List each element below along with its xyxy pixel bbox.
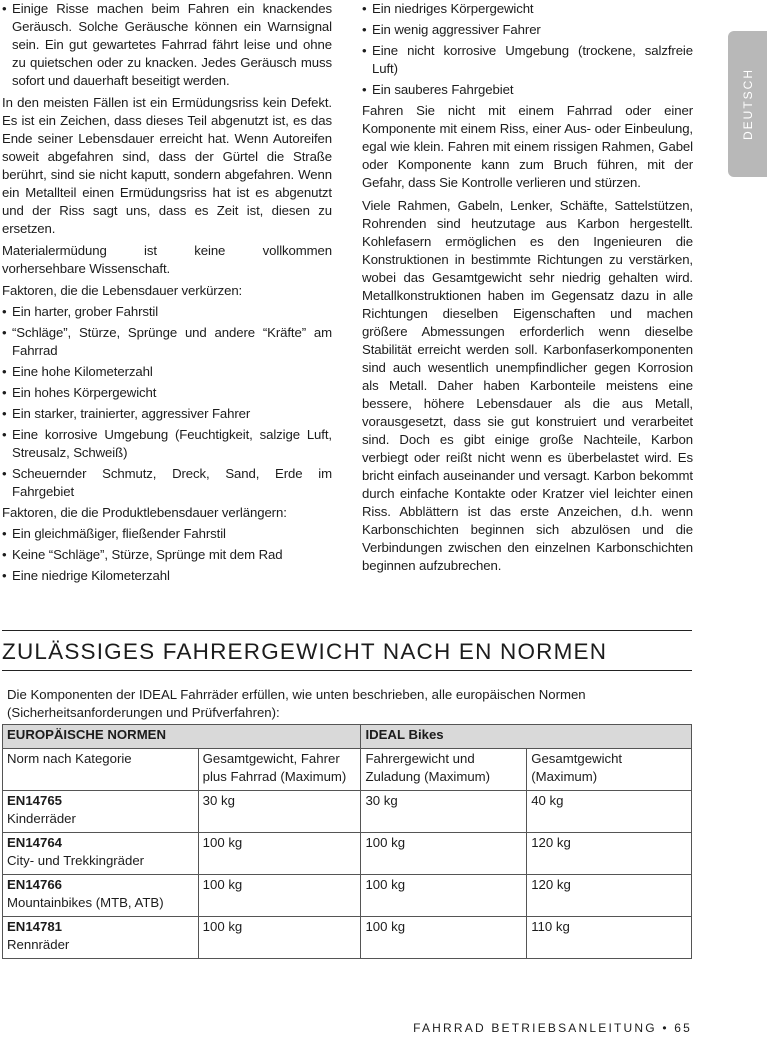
norm-category: Kinderräder <box>7 811 76 826</box>
divider <box>2 670 692 671</box>
table-cell: 100 kg <box>361 875 527 917</box>
section-intro-line-2: (Sicherheitsanforderungen und Prüfverfahren): <box>7 705 280 720</box>
paragraph-material-line-2: vorhersehbare Wissenschaft. <box>2 261 171 276</box>
left-column <box>2 0 332 588</box>
right-column <box>362 0 693 578</box>
list-item: • Eine hohe Kilometerzahl <box>2 363 332 381</box>
list-item: • Eine niedrige Kilometerzahl <box>2 567 332 585</box>
table-row <box>3 875 692 917</box>
paragraph-carbon: Viele Rahmen, Gabeln, Lenker, Schäfte, Sattelstützen, Rohrenden sind heutzutage aus Karbon hergestellt. Kohlefasern ermöglichen es den Ingenieuren die Konstruktionen in bestimmte Richtungen zu verstärken, wobei das Gesamtgewicht sehr niedrig gehalten wird. Metallkonstruktionen haben im Gegensatz dazu in alle Richtungen dieselben Eigenschaften und machen größere Abmessungen erforderlich wenn dieselbe Stabilität erreicht werden soll. Karbonfaserkomponenten sind auch wesentlich unempfindlicher gegen Korrosion als Metall. Daher haben Karbonteile meistens eine bessere, höhere Lebensdauer als die aus Metall, vorausgesetzt, dass sie gut konstruiert und verarbeitet sind. Doch es gibt einige große Nachteile, Karbon verbiegt oder reißt nicht wenn es überbelastet wird. Es bricht einfach auseinander und versagt. Karbon bekommt durch einfache Kontakte oder Kratzer viel leichter einen Riss. Abblättern ist das erste Anzeichen, d.h. wenn Karbonschichten beginnen sich abzulösen und die Verbindungen zwischen den einzelnen Karbonschichten beginnen aufzubrechen. <box>362 198 693 573</box>
norm-category: Mountainbikes (MTB, ATB) <box>7 895 164 910</box>
language-tab <box>728 31 767 177</box>
table-cell: 100 kg <box>361 833 527 875</box>
table-row <box>3 833 692 875</box>
table-row <box>3 917 692 959</box>
column-header: Gesamtgewicht (Maximum) <box>527 749 692 791</box>
norm-cell <box>3 833 199 875</box>
weight-section-header <box>2 630 692 671</box>
list-item: • Ein gleichmäßiger, fließender Fahrstil <box>2 525 332 543</box>
norm-cell <box>3 875 199 917</box>
section-title: ZULÄSSIGES FAHRERGEWICHT NACH EN NORMEN <box>2 639 608 664</box>
table-cell: 100 kg <box>198 917 361 959</box>
table-cell: 30 kg <box>198 791 361 833</box>
norm-cell <box>3 791 199 833</box>
weight-limits-table <box>2 724 692 959</box>
page-footer: FAHRRAD BETRIEBSANLEITUNG • 65 <box>413 1021 692 1035</box>
paragraph-damage-warning: Fahren Sie nicht mit einem Fahrrad oder einer Komponente mit einem Riss, einer Aus- oder Einbeulung, egal wie klein. Fahren mit einem rissigen Rahmen, Gabel oder Komponente kann zum Bruch führen, mit der Gefahr, dass Sie Kontrolle verlieren und stürzen. <box>362 103 693 190</box>
list-item: • “Schläge”, Stürze, Sprünge und andere “Kräfte” am Fahrrad <box>2 324 332 360</box>
table-cell: 120 kg <box>527 833 692 875</box>
list-item: • Eine korrosive Umgebung (Feuchtigkeit, salzige Luft, Streusalz, Schweiß) <box>2 426 332 462</box>
norm-cell <box>3 917 199 959</box>
extend-factors-heading: Faktoren, die die Produktlebensdauer verlängern: <box>2 505 287 520</box>
list-item: • Ein niedriges Körpergewicht <box>362 0 693 18</box>
column-header: Norm nach Kategorie <box>3 749 199 791</box>
list-item: • Ein harter, grober Fahrstil <box>2 303 332 321</box>
norm-category: City- und Trekkingräder <box>7 853 145 868</box>
paragraph-fatigue: In den meisten Fällen ist ein Ermüdungsriss kein Defekt. Es ist ein Zeichen, dass dieses Teil abgenutzt ist, es das Ende seiner Lebensdauer erreicht hat. Wenn Autoreifen soweit abgefahren sind, dass der Gürtel die Straße berührt, sind sie nicht kaputt, sondern abgefahren. Wenn ein Metallteil einen Ermüdungsriss hat ist es abgenutzt und der Riss sagt uns, dass es Zeit ist, diesen zu ersetzen. <box>2 95 332 236</box>
table-header-row <box>3 725 692 749</box>
table-column-headers <box>3 749 692 791</box>
norm-category: Rennräder <box>7 937 70 952</box>
table-row <box>3 791 692 833</box>
shorten-factors-list <box>2 303 332 501</box>
language-tab-label: DEUTSCH <box>740 67 755 141</box>
table-cell: 110 kg <box>527 917 692 959</box>
list-item: • Ein wenig aggressiver Fahrer <box>362 21 693 39</box>
paragraph-material-fatigue <box>2 242 332 278</box>
section-intro-line-1: Die Komponenten der IDEAL Fahrräder erfüllen, wie unten beschrieben, alle europäischen Normen <box>7 687 586 702</box>
list-item: • Ein starker, trainierter, aggressiver Fahrer <box>2 405 332 423</box>
extend-factors-list <box>2 525 332 585</box>
norm-code: EN14765 <box>7 793 62 808</box>
list-item: • Ein sauberes Fahrgebiet <box>362 81 693 99</box>
extend-factors-list-continued <box>362 0 693 99</box>
norm-code: EN14781 <box>7 919 62 934</box>
column-header: Fahrergewicht und Zuladung (Maximum) <box>361 749 527 791</box>
table-cell: 30 kg <box>361 791 527 833</box>
table-cell: 100 kg <box>198 875 361 917</box>
list-item: • Einige Risse machen beim Fahren ein knackendes Geräusch. Solche Geräusche können ein Warnsignal sein. Ein gut gewartetes Fahrrad fährt leise und ohne zu quietschen oder zu knacken. Jedes Geräusch muss sofort und dauerhaft beseitigt werden. <box>2 0 332 90</box>
list-item: • Keine “Schläge”, Stürze, Sprünge mit dem Rad <box>2 546 332 564</box>
shorten-factors-heading: Faktoren, die die Lebensdauer verkürzen: <box>2 283 243 298</box>
section-intro <box>7 686 687 722</box>
column-header: Gesamtgewicht, Fahrer plus Fahrrad (Maximum) <box>198 749 361 791</box>
norm-code: EN14766 <box>7 877 62 892</box>
table-cell: 40 kg <box>527 791 692 833</box>
norm-code: EN14764 <box>7 835 62 850</box>
header-european-norms: EUROPÄISCHE NORMEN <box>3 725 361 749</box>
list-item: • Scheuernder Schmutz, Dreck, Sand, Erde im Fahrgebiet <box>2 465 332 501</box>
table-cell: 100 kg <box>361 917 527 959</box>
list-item: • Ein hohes Körpergewicht <box>2 384 332 402</box>
table-cell: 100 kg <box>198 833 361 875</box>
list-item: • Eine nicht korrosive Umgebung (trockene, salzfreie Luft) <box>362 42 693 78</box>
table-cell: 120 kg <box>527 875 692 917</box>
header-ideal-bikes: IDEAL Bikes <box>361 725 692 749</box>
paragraph-material-line-1: Materialermüdung ist keine vollkommen <box>2 243 332 258</box>
